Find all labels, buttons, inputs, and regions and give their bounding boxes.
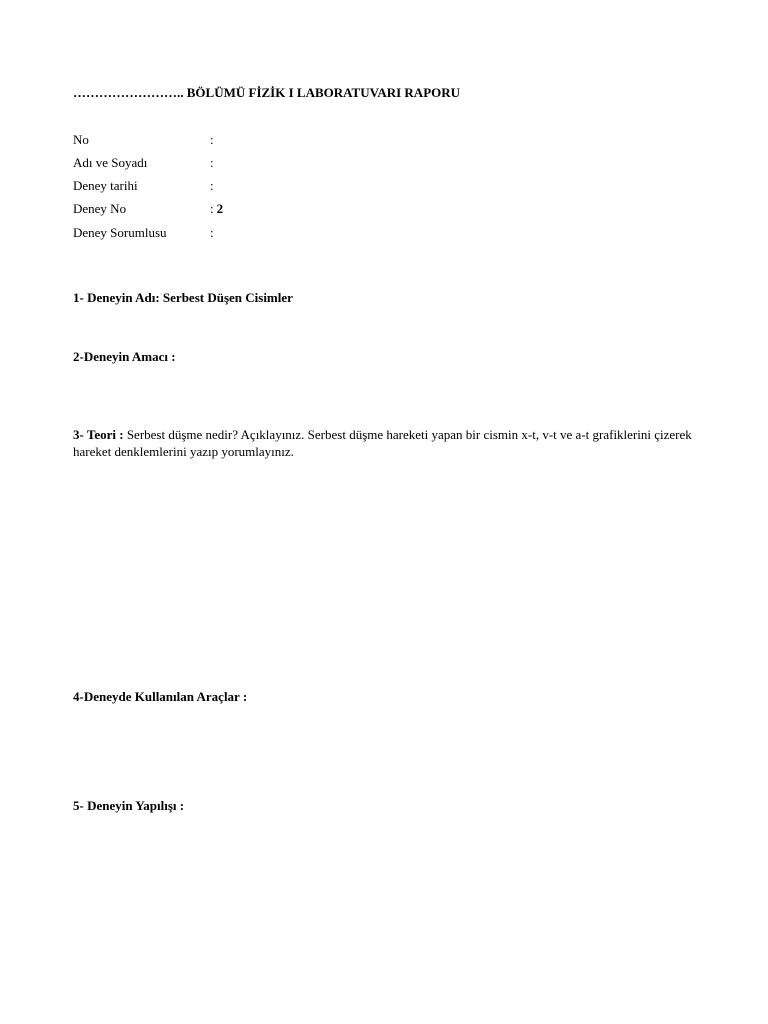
- section-text: Serbest düşme nedir? Açıklayınız. Serbest düşme hareketi yapan bir cismin x-t, v-t ve a-t grafiklerini çizerek hareket denklemlerini yazıp yorumlayınız.: [73, 427, 692, 459]
- section-experiment-aim: [73, 349, 176, 365]
- info-label-experiment-no: Deney No: [73, 201, 127, 216]
- info-sep: :: [210, 201, 214, 216]
- section-equipment: [73, 689, 247, 705]
- section-theory: [73, 426, 713, 460]
- section-heading: 3- Teori :: [73, 427, 124, 442]
- info-row-date: [73, 178, 217, 194]
- info-row-no: [73, 132, 217, 148]
- info-sep: :: [210, 225, 214, 240]
- info-sep: :: [210, 155, 214, 170]
- info-row-experiment-no: [73, 201, 223, 217]
- section-experiment-name: [73, 290, 293, 306]
- info-label-no: No: [73, 132, 89, 147]
- info-sep: :: [210, 132, 214, 147]
- info-label-name: Adı ve Soyadı: [73, 155, 148, 170]
- info-row-name: [73, 155, 217, 171]
- section-heading: 2-Deneyin Amacı :: [73, 349, 176, 364]
- section-heading: 1- Deneyin Adı: Serbest Düşen Cisimler: [73, 290, 293, 305]
- section-procedure: [73, 798, 184, 814]
- info-sep: :: [210, 178, 214, 193]
- info-value-experiment-no: 2: [216, 201, 224, 216]
- info-label-supervisor: Deney Sorumlusu: [73, 225, 167, 240]
- section-heading: 4-Deneyde Kullanılan Araçlar :: [73, 689, 248, 704]
- info-label-date: Deney tarihi: [73, 178, 138, 193]
- info-row-supervisor: [73, 225, 217, 241]
- section-heading: 5- Deneyin Yapılışı :: [73, 798, 185, 813]
- report-title: …………………….. BÖLÜMÜ FİZİK I LABORATUVARI RAPORU: [73, 85, 461, 100]
